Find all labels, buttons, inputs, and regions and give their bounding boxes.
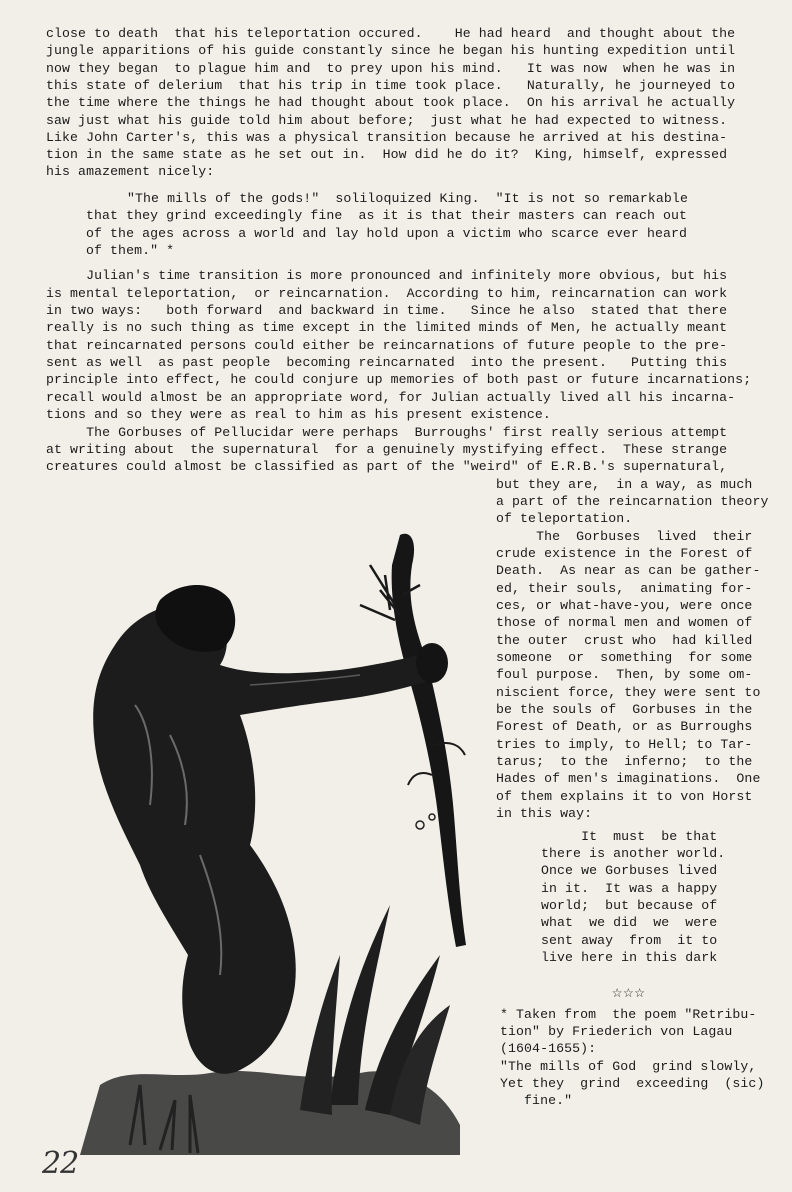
text-line: that reincarnated persons could either be reincarnations of future people to the pre- <box>46 338 728 353</box>
text-line: saw just what his guide told him about before; just what he had expected to witness. <box>46 113 728 128</box>
quote-line: world; but because of <box>541 898 718 913</box>
column-line: Forest of Death, or as Burroughs <box>496 719 753 734</box>
column-line: of them explains it to von Horst <box>496 789 753 804</box>
column-line: a part of the reincarnation theory <box>496 494 769 509</box>
quote-line: Once we Gorbuses lived <box>541 863 718 878</box>
column-line: foul purpose. Then, by some om- <box>496 667 753 682</box>
quote-line: there is another world. <box>541 846 726 861</box>
column-line: ces, or what-have-you, were once <box>496 598 753 613</box>
column-line: niscient force, they were sent to <box>496 685 761 700</box>
column-line: Death. As near as can be gather- <box>496 563 761 578</box>
text-line: the time where the things he had thought about took place. On his arrival he actually <box>46 95 736 110</box>
text-line: his amazement nicely: <box>46 164 215 179</box>
quote-line: It must be that <box>541 829 718 844</box>
column-line: Hades of men's imaginations. One <box>496 771 761 786</box>
text-line: Julian's time transition is more pronounced and infinitely more obvious, but his <box>46 268 728 283</box>
column-line: of teleportation. <box>496 511 633 526</box>
text-line: creatures could almost be classified as part of the "weird" of E.R.B.'s supernatural, <box>46 459 728 474</box>
column-line: crude existence in the Forest of <box>496 546 753 561</box>
text-line: close to death that his teleportation occured. He had heard and thought about the <box>46 26 736 41</box>
text-line: The Gorbuses of Pellucidar were perhaps Burroughs' first really serious attempt <box>46 425 728 440</box>
text-line: principle into effect, he could conjure up memories of both past or future incarnations; <box>46 372 752 387</box>
footnote-line: * Taken from the poem "Retribu- <box>500 1007 757 1022</box>
quote-line: of the ages across a world and lay hold upon a victim who scarce ever heard <box>86 226 688 241</box>
column-line: tries to imply, to Hell; to Tar- <box>496 737 753 752</box>
text-line: recall would almost be an appropriate word, for Julian actually lived all his incarna- <box>46 390 736 405</box>
column-line: someone or something for some <box>496 650 753 665</box>
footnote-line: Yet they grind exceeding (sic) <box>500 1076 765 1091</box>
text-line: really is no such thing as time except in the limited minds of Men, he actually meant <box>46 320 728 335</box>
quote-line: in it. It was a happy <box>541 881 718 896</box>
quote-line: live here in this dark <box>541 950 718 965</box>
footnote-line: "The mills of God grind slowly, <box>500 1059 757 1074</box>
gorbus-illustration <box>40 525 480 1155</box>
text-line: at writing about the supernatural for a genuinely mystifying effect. These strange <box>46 442 728 457</box>
footnote-line: fine." <box>500 1093 573 1108</box>
column-line: be the souls of Gorbuses in the <box>496 702 753 717</box>
column-line: but they are, in a way, as much <box>496 477 753 492</box>
column-line: The Gorbuses lived their <box>496 529 753 544</box>
quote-line: what we did we were <box>541 915 718 930</box>
text-line: tion in the same state as he set out in. How did he do it? King, himself, expressed <box>46 147 728 162</box>
column-line: tarus; to the inferno; to the <box>496 754 753 769</box>
text-line: is mental teleportation, or reincarnation. According to him, reincarnation can work <box>46 286 728 301</box>
column-line: in this way: <box>496 806 593 821</box>
footnote-line: tion" by Friederich von Lagau <box>500 1024 733 1039</box>
text-line: this state of delerium that his trip in time took place. Naturally, he journeyed to <box>46 78 736 93</box>
quote-line: sent away from it to <box>541 933 718 948</box>
page-number: 22 <box>42 1146 79 1181</box>
text-line: Like John Carter's, this was a physical transition because he arrived at his destina- <box>46 130 728 145</box>
quote-line: that they grind exceedingly fine as it is that their masters can reach out <box>86 208 688 223</box>
text-line: tions and so they were as real to him as his present existence. <box>46 407 551 422</box>
text-line: now they began to plague him and to prey upon his mind. It was now when he was in <box>46 61 736 76</box>
column-line: the outer crust who had killed <box>496 633 753 648</box>
quote-line: "The mills of the gods!" soliloquized King. "It is not so remarkable <box>127 191 688 206</box>
text-line: sent as well as past people becoming reincarnated into the present. Putting this <box>46 355 728 370</box>
text-line: jungle apparitions of his guide constantly since he began his hunting expedition until <box>46 43 736 58</box>
column-line: those of normal men and women of <box>496 615 753 630</box>
text-line: in two ways: both forward and backward in time. Since he also stated that there <box>46 303 728 318</box>
footnote-line: (1604-1655): <box>500 1041 597 1056</box>
column-line: ed, their souls, animating for- <box>496 581 753 596</box>
quote-line: of them." * <box>86 243 175 258</box>
star-divider: ☆☆☆ <box>612 984 646 1003</box>
